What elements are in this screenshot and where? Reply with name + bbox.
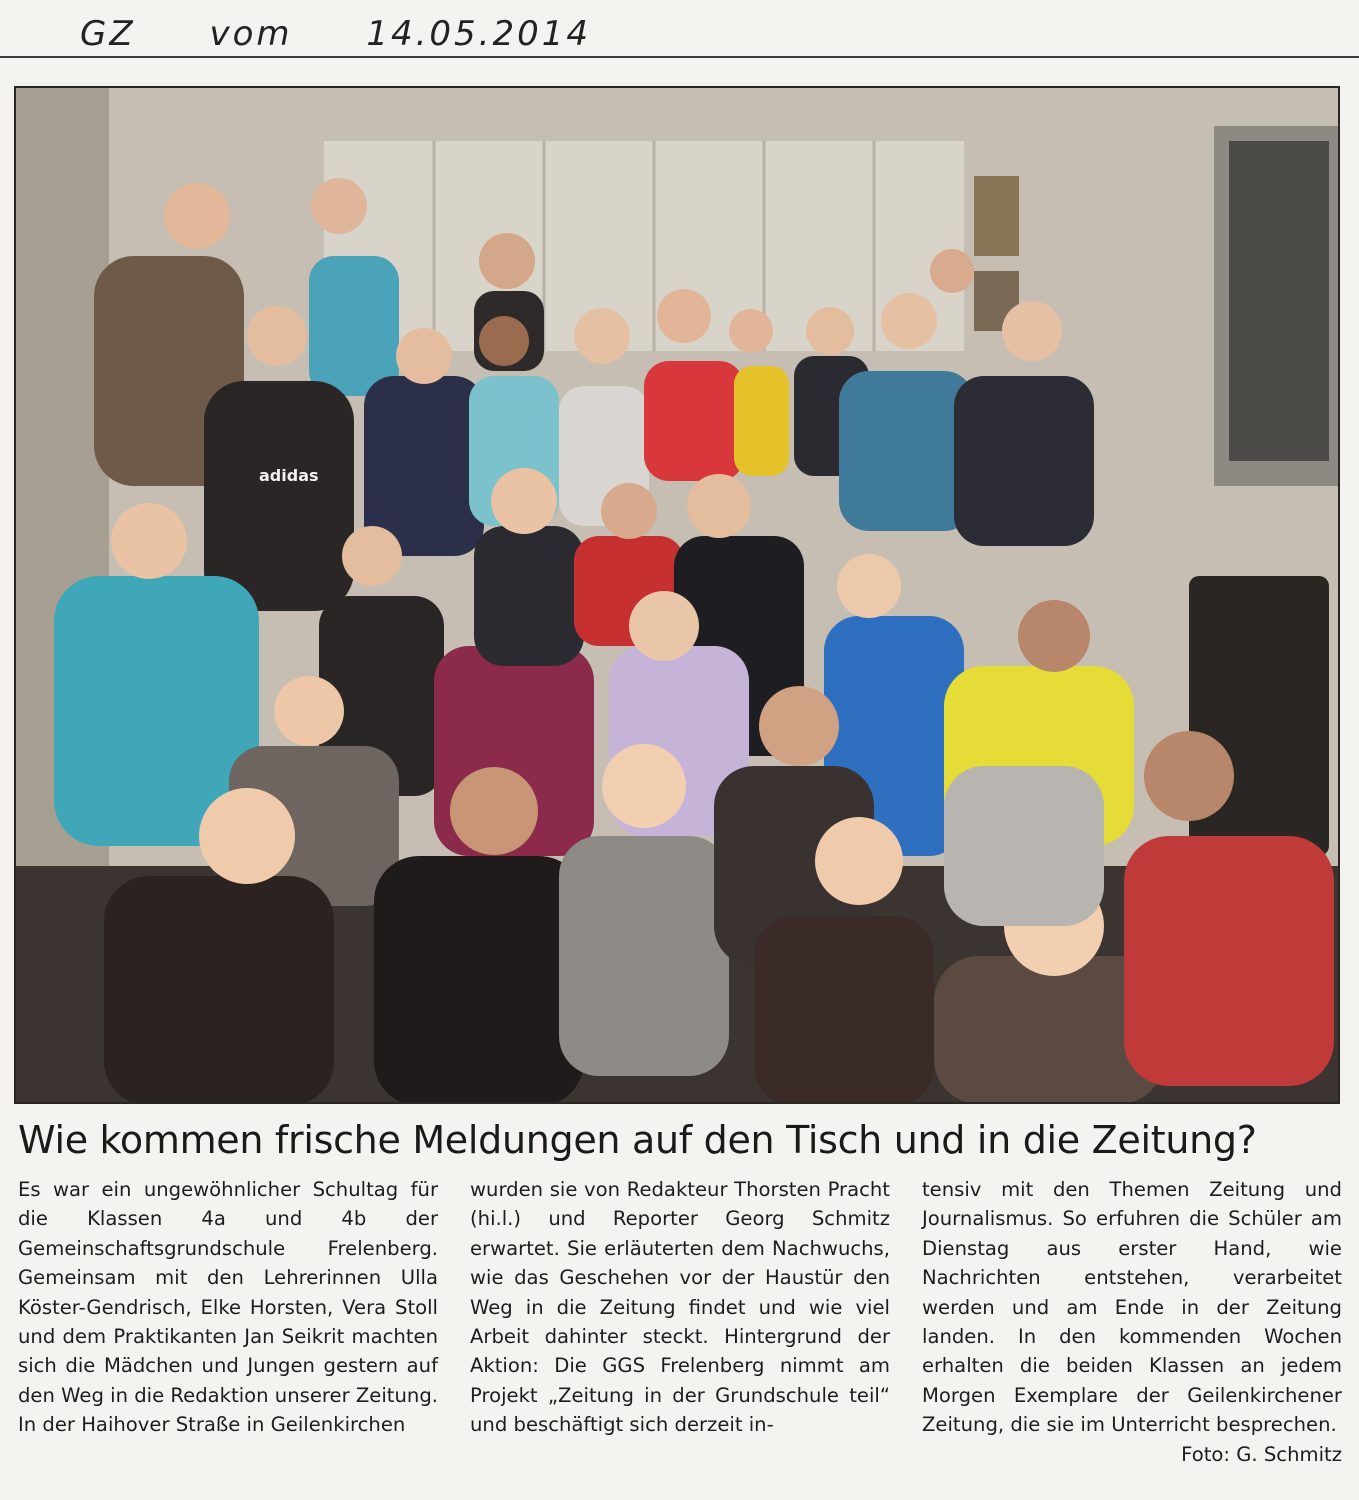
article-column-3 <box>922 1175 1342 1485</box>
handwritten-source: GZ <box>80 14 136 54</box>
article-column-1 <box>18 1175 438 1485</box>
article-headline: Wie kommen frische Meldungen auf den Tisch und in die Zeitung? <box>18 1118 1257 1162</box>
article-paragraph <box>922 1175 1342 1466</box>
class-photo <box>14 86 1340 1104</box>
article-paragraph-text: tensiv mit den Themen Zeitung und Journalismus. So erfuhren die Schüler am Dienstag aus erster Hand, wie Nachrichten entstehen, verarbeitet werden und am Ende in der Zeitung landen. In den kommenden Wochen erhalten die beiden Klassen an jedem Morgen Exemplare der Geilenkirchener Zeitung, die sie im Unterricht besprechen. <box>922 1178 1342 1437</box>
article-paragraph: wurden sie von Redakteur Thorsten Pracht (hi.l.) und Reporter Georg Schmitz erwartet. Sie erläuterten dem Nachwuchs, wie das Geschehen vor der Haustür den Weg in die Zeitung findet und wie viel Arbeit dahinter steckt. Hintergrund der Aktion: Die GGS Frelenberg nimmt am Projekt „Zeitung in der Grundschule teil“ und beschäftigt sich derzeit in- <box>470 1178 890 1437</box>
class-photo-image <box>14 86 1340 1104</box>
handwritten-date-note <box>80 14 651 54</box>
handwritten-date: 14.05.2014 <box>366 14 591 54</box>
article-column-2 <box>470 1175 890 1485</box>
handwritten-word: vom <box>209 14 293 54</box>
article-body <box>18 1175 1342 1485</box>
article-paragraph: Es war ein ungewöhnlicher Schultag für die Klassen 4a und 4b der Gemeinschaftsgrundschule Frelenberg. Gemeinsam mit den Lehrerinnen Ulla Köster-Gendrisch, Elke Horsten, Vera Stoll und dem Praktikanten Jan Seikrit machten sich die Mädchen und Jungen gestern auf den Weg in die Redaktion unserer Zeitung. In der Haihover Straße in Geilenkirchen <box>18 1178 438 1437</box>
top-divider <box>0 56 1359 58</box>
shirt-logo-text: adidas <box>259 466 319 485</box>
photo-credit: Foto: G. Schmitz <box>1181 1442 1342 1466</box>
